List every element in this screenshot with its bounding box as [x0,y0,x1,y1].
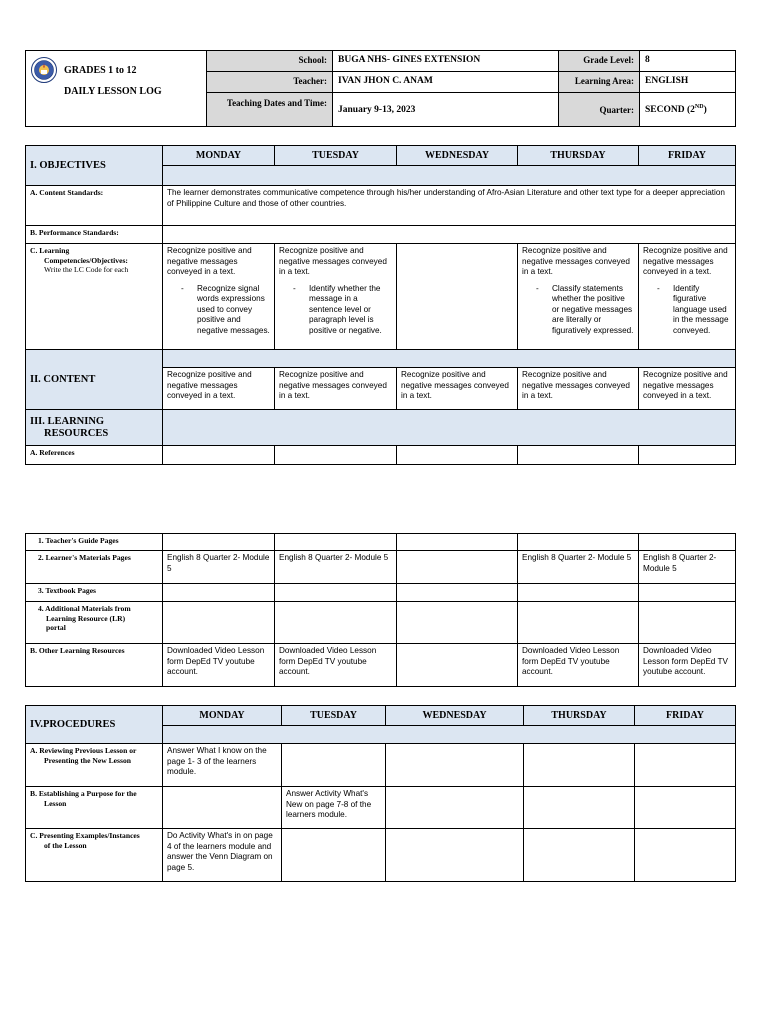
competency-thursday [518,244,639,350]
reviewing-wednesday [386,744,524,787]
additional-materials-label [26,602,163,644]
dates-value: January 9-13, 2023 [333,93,559,127]
add-friday [639,602,736,644]
dates-label: Teaching Dates and Time: [207,93,333,127]
title-block [26,51,207,127]
purpose-label-line-2: Lesson [44,798,67,808]
day-tuesday: TUESDAY [275,146,397,166]
resources-table [25,533,736,687]
grade-value: 8 [640,51,736,72]
tg-tuesday [275,534,397,551]
day-friday: FRIDAY [639,146,736,166]
learners-materials-label: 2. Learner's Materials Pages [26,551,163,584]
purpose-wednesday [386,787,524,829]
examples-monday: Do Activity What's in on page 4 of the learners module and answer the Venn Diagram on page 5. [163,829,282,882]
title-line-1: GRADES 1 to 12 [64,65,137,76]
examples-thursday [524,829,635,882]
competencies-label-line-2: Competencies/Objectives: [44,255,128,265]
school-label: School: [207,51,333,72]
tb-wednesday [397,584,518,602]
examples-friday [635,829,736,882]
procedures-shaded-row [163,726,736,744]
objectives-shaded-row [163,166,736,186]
additional-label-line-3: portal [46,623,66,632]
references-wednesday [397,446,518,465]
purpose-label [26,787,163,829]
proc-day-friday: FRIDAY [635,706,736,726]
content-shaded-row [163,350,736,368]
school-value: BUGA NHS- GINES EXTENSION [333,51,559,72]
title-line-2: DAILY LESSON LOG [64,86,162,97]
content-standards-text: The learner demonstrates communicative competence through his/her understanding of Afro-Asian Literature and other text type for a deeper appreciation of Philippine Culture and those of other countries. [163,186,736,226]
competency-monday-sub: - Recognize signal words expressions used to convey positive and negative messages. [181,284,270,337]
procedures-heading: IV.PROCEDURES [26,706,163,744]
reviewing-lesson-label [26,744,163,787]
examples-label-line-2: of the Lesson [44,840,87,850]
references-tuesday [275,446,397,465]
competencies-label [26,244,163,350]
references-friday [639,446,736,465]
examples-wednesday [386,829,524,882]
competency-monday-main: Recognize positive and negative messages conveyed in a text. [167,246,252,276]
day-monday: MONDAY [163,146,275,166]
objectives-table [25,145,736,465]
quarter-label: Quarter: [559,93,640,127]
content-monday: Recognize positive and negative messages conveyed in a text. [163,368,275,410]
competency-friday [639,244,736,350]
tg-wednesday [397,534,518,551]
quarter-value [640,93,736,127]
examples-label [26,829,163,882]
references-label: A. References [26,446,163,465]
resources-heading-line-2: RESOURCES [44,427,109,439]
lm-tuesday: English 8 Quarter 2- Module 5 [275,551,397,584]
other-resources-label: B. Other Learning Resources [26,644,163,687]
performance-standards-text [163,226,736,244]
add-monday [163,602,275,644]
competencies-label-line-3: Write the LC Code for each [44,265,129,274]
competency-monday [163,244,275,350]
tb-friday [639,584,736,602]
content-wednesday: Recognize positive and negative messages conveyed in a text. [397,368,518,410]
grade-label: Grade Level: [559,51,640,72]
tb-thursday [518,584,639,602]
examples-tuesday [282,829,386,882]
additional-label-line-1: 4. Additional Materials from [38,604,131,613]
purpose-tuesday: Answer Activity What's New on page 7-8 of the learners module. [282,787,386,829]
content-tuesday: Recognize positive and negative messages conveyed in a text. [275,368,397,410]
reviewing-monday: Answer What I know on the page 1- 3 of the learners module. [163,744,282,787]
resources-shaded-row [163,410,736,446]
performance-standards-label: B. Performance Standards: [26,226,163,244]
lm-thursday: English 8 Quarter 2- Module 5 [518,551,639,584]
teacher-value: IVAN JHON C. ANAM [333,72,559,93]
proc-day-wednesday: WEDNESDAY [386,706,524,726]
teacher-label: Teacher: [207,72,333,93]
tb-tuesday [275,584,397,602]
tg-friday [639,534,736,551]
references-thursday [518,446,639,465]
reviewing-tuesday [282,744,386,787]
other-thursday: Downloaded Video Lesson form DepEd TV youtube account. [518,644,639,687]
purpose-thursday [524,787,635,829]
competency-tuesday-main: Recognize positive and negative messages conveyed in a text. [279,246,387,276]
day-thursday: THURSDAY [518,146,639,166]
reviewing-label-line-1: A. Reviewing Previous Lesson or [30,746,137,755]
content-heading: II. CONTENT [26,350,163,410]
competency-friday-main: Recognize positive and negative messages conveyed in a text. [643,246,728,276]
objectives-heading: I. OBJECTIVES [26,146,163,186]
resources-heading-line-1: III. LEARNING [30,415,105,427]
other-monday: Downloaded Video Lesson form DepEd TV youtube account. [163,644,275,687]
tg-thursday [518,534,639,551]
proc-day-tuesday: TUESDAY [282,706,386,726]
proc-day-thursday: THURSDAY [524,706,635,726]
header-table [25,50,736,127]
day-wednesday: WEDNESDAY [397,146,518,166]
purpose-monday [163,787,282,829]
other-friday: Downloaded Video Lesson form DepEd TV youtube account. [639,644,736,687]
purpose-label-line-1: B. Establishing a Purpose for the [30,789,137,798]
additional-label-line-2: Learning Resource (LR) [46,613,126,623]
purpose-friday [635,787,736,829]
content-thursday: Recognize positive and negative messages conveyed in a text. [518,368,639,410]
reviewing-label-line-2: Presenting the New Lesson [44,755,131,765]
area-label: Learning Area: [559,72,640,93]
proc-day-monday: MONDAY [163,706,282,726]
teachers-guide-label: 1. Teacher's Guide Pages [26,534,163,551]
content-friday: Recognize positive and negative messages conveyed in a text. [639,368,736,410]
other-wednesday [397,644,518,687]
resources-heading [26,410,163,446]
textbook-label: 3. Textbook Pages [26,584,163,602]
add-tuesday [275,602,397,644]
procedures-table [25,705,736,882]
add-wednesday [397,602,518,644]
content-standards-label: A. Content Standards: [26,186,163,226]
competency-tuesday [275,244,397,350]
competency-friday-sub: - Identify figurative language used in the message conveyed. [657,284,731,337]
area-value: ENGLISH [640,72,736,93]
lm-wednesday [397,551,518,584]
competency-thursday-main: Recognize positive and negative messages conveyed in a text. [522,246,630,276]
competency-thursday-sub: - Classify statements whether the positive or negative messages are literally or figuratively expressed. [536,284,634,337]
references-monday [163,446,275,465]
examples-label-line-1: C. Presenting Examples/Instances [30,831,140,840]
tb-monday [163,584,275,602]
quarter-close: ) [703,105,707,116]
other-tuesday: Downloaded Video Lesson form DepEd TV youtube account. [275,644,397,687]
reviewing-friday [635,744,736,787]
quarter-text: SECOND (2 [645,105,695,116]
competencies-label-line-1: C. Learning [30,246,70,255]
add-thursday [518,602,639,644]
quarter-superscript: ND [694,103,704,110]
tg-monday [163,534,275,551]
lm-friday: English 8 Quarter 2- Module 5 [639,551,736,584]
competency-tuesday-sub: - Identify whether the message in a sentence level or paragraph level is positive or negative. [293,284,392,337]
competency-wednesday [397,244,518,350]
lm-monday: English 8 Quarter 2- Module 5 [163,551,275,584]
reviewing-thursday [524,744,635,787]
